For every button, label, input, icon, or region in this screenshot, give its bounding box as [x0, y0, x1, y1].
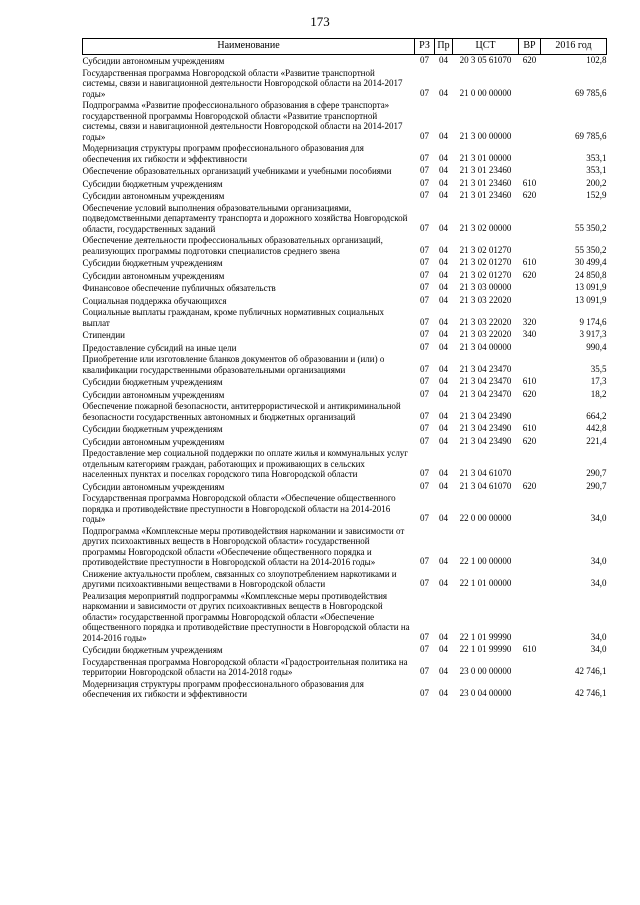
- row-vr-cell: 610: [522, 644, 537, 654]
- row-rz-cell: 07: [420, 269, 429, 280]
- row-amount-cell: 24 850,8: [575, 269, 607, 280]
- row-name-cell: Модернизация структуры программ профессионального образования для обеспечения их гибкости и эффективности: [82, 678, 364, 699]
- row-pr-cell: 04: [439, 666, 448, 676]
- row-name-cell: Субсидии бюджетным учреждениям: [82, 178, 223, 189]
- row-pr-cell: 04: [439, 468, 448, 478]
- row-amount-cell: 221,4: [586, 435, 607, 446]
- table-row: [83, 68, 607, 101]
- table-row: [83, 679, 607, 701]
- row-vr-cell: 620: [522, 388, 537, 399]
- row-vr-cell: [519, 342, 541, 355]
- row-amount-cell: 30 499,4: [575, 257, 607, 267]
- row-cst-cell: 21 3 02 01270: [459, 244, 512, 255]
- row-cst-cell: 21 3 03 22020: [459, 294, 512, 305]
- row-pr-cell: 04: [439, 363, 448, 374]
- row-name-cell: Государственная программа Новгородской области «Градостроительная политика на территории Новгородской области на 2014-2018 годы»: [82, 656, 408, 677]
- table-row: [83, 282, 607, 295]
- row-cst-cell: 21 3 04 23470: [459, 388, 512, 399]
- row-vr-cell: [519, 203, 541, 236]
- table-row: [83, 389, 607, 402]
- table-row: [83, 644, 607, 657]
- row-cst-cell: 21 3 03 22020: [459, 329, 512, 339]
- row-name-cell: Субсидии автономным учреждениям: [82, 270, 225, 281]
- table-row: [83, 448, 607, 481]
- row-name-cell: Предоставление мер социальной поддержки по оплате жилья и коммунальных услуг отдельным категориям граждан, работающих и проживающих в сельских населенных пунктах и поселках городского типа Новгородской области: [82, 448, 409, 479]
- row-rz-cell: 07: [420, 363, 429, 374]
- row-vr-cell: 620: [522, 55, 537, 65]
- row-cst-cell: 22 0 00 00000: [459, 513, 512, 523]
- row-rz-cell: 07: [420, 316, 429, 327]
- row-rz-cell: 07: [420, 410, 429, 421]
- row-cst-cell: 21 3 04 23470: [459, 376, 512, 386]
- row-pr-cell: 04: [439, 316, 448, 327]
- row-cst-cell: 21 3 01 00000: [459, 152, 512, 163]
- row-vr-cell: [519, 526, 541, 569]
- row-rz-cell: 07: [420, 152, 429, 163]
- row-amount-cell: 69 785,6: [575, 87, 607, 98]
- row-cst-cell: 21 3 04 23490: [459, 410, 512, 421]
- row-name-cell: Подпрограмма «Комплексные меры противодействия наркомании и зависимости от других психоактивных веществ в Новгородской области» государственной программы Новгородской области «Обеспечение общественного порядка и противодействие преступности в Новгородской области на 2014-2016 годы»: [82, 525, 405, 567]
- row-amount-cell: 34,0: [590, 556, 607, 566]
- table-row: [83, 307, 607, 329]
- row-cst-cell: 21 3 03 00000: [459, 282, 512, 292]
- row-amount-cell: 18,2: [590, 388, 607, 399]
- row-cst-cell: 23 0 00 00000: [459, 666, 512, 676]
- row-name-cell: Реализация мероприятий подпрограммы «Комплексные меры противодействия наркомании и зависимости от других психоактивных веществ в Новгородской области» государственной программы Новгородской области «Обеспечение общественного порядка и противодействие преступности в Новгородской области на 2014-2016 годы»: [82, 590, 410, 643]
- table-row: [83, 401, 607, 423]
- row-vr-cell: [519, 591, 541, 645]
- table-row: [83, 481, 607, 494]
- row-name-cell: Субсидии автономным учреждениям: [82, 436, 225, 447]
- row-amount-cell: 13 091,9: [575, 282, 607, 292]
- row-vr-cell: [519, 401, 541, 423]
- row-pr-cell: 04: [439, 329, 448, 339]
- table-row: [83, 329, 607, 342]
- row-rz-cell: 07: [420, 423, 429, 433]
- row-cst-cell: 22 1 01 00000: [459, 578, 512, 588]
- table-row: [83, 270, 607, 283]
- row-pr-cell: 04: [439, 480, 448, 491]
- table-row: [83, 203, 607, 236]
- table-row: [83, 436, 607, 449]
- table-row: [83, 55, 607, 68]
- row-cst-cell: 21 3 04 00000: [459, 341, 512, 352]
- table-row: [83, 143, 607, 165]
- header-cst: ЦСТ: [453, 39, 519, 55]
- table-row: [83, 165, 607, 178]
- row-rz-cell: 07: [420, 294, 429, 305]
- row-rz-cell: 07: [420, 480, 429, 491]
- row-rz-cell: 07: [420, 666, 429, 676]
- row-vr-cell: [519, 448, 541, 481]
- row-rz-cell: 07: [420, 578, 429, 588]
- row-pr-cell: 04: [439, 435, 448, 446]
- row-name-cell: Социальная поддержка обучающихся: [82, 295, 227, 306]
- row-amount-cell: 17,3: [590, 376, 607, 386]
- row-cst-cell: 21 3 04 23490: [459, 435, 512, 446]
- row-amount-cell: 353,1: [586, 152, 607, 163]
- row-vr-cell: 620: [522, 480, 537, 491]
- row-vr-cell: [519, 569, 541, 591]
- row-vr-cell: 610: [522, 177, 537, 188]
- row-vr-cell: [519, 679, 541, 701]
- row-name-cell: Субсидии бюджетным учреждениям: [82, 258, 223, 268]
- row-amount-cell: 34,0: [590, 631, 607, 642]
- row-name-cell: Субсидии автономным учреждениям: [82, 389, 225, 400]
- row-amount-cell: 69 785,6: [575, 130, 607, 141]
- row-cst-cell: 22 1 00 00000: [459, 556, 512, 566]
- header-name: Наименование: [83, 39, 415, 55]
- row-rz-cell: 07: [420, 644, 429, 654]
- row-name-cell: Обеспечение пожарной безопасности, антитеррористической и антикриминальной безопасности государственных автономных и бюджетных организаций: [82, 401, 401, 422]
- table-header: [83, 39, 607, 55]
- row-vr-cell: 620: [522, 435, 537, 446]
- row-vr-cell: [519, 295, 541, 308]
- row-cst-cell: 21 3 04 23490: [459, 423, 512, 433]
- row-pr-cell: 04: [439, 341, 448, 352]
- row-name-cell: Стипендии: [82, 330, 125, 340]
- row-amount-cell: 42 746,1: [575, 666, 607, 676]
- row-amount-cell: 42 746,1: [575, 688, 607, 698]
- table-row: [83, 569, 607, 591]
- row-cst-cell: 21 3 04 61070: [459, 480, 512, 491]
- row-vr-cell: [519, 657, 541, 679]
- row-pr-cell: 04: [439, 410, 448, 421]
- header-vr: ВР: [519, 39, 541, 55]
- row-pr-cell: 04: [439, 130, 448, 141]
- row-cst-cell: 21 3 02 01270: [459, 257, 512, 267]
- row-name-cell: Государственная программа Новгородской области «Обеспечение общественного порядка и противодействие преступности в Новгородской области на 2014-2016 годы»: [82, 493, 396, 524]
- row-pr-cell: 04: [439, 87, 448, 98]
- row-name-cell: Субсидии бюджетным учреждениям: [82, 377, 223, 387]
- row-vr-cell: [519, 100, 541, 143]
- row-rz-cell: 07: [420, 341, 429, 352]
- row-amount-cell: 34,0: [590, 644, 607, 654]
- row-name-cell: Субсидии автономным учреждениям: [82, 56, 225, 66]
- row-name-cell: Субсидии автономным учреждениям: [82, 191, 225, 201]
- row-rz-cell: 07: [420, 257, 429, 267]
- table-row: [83, 423, 607, 436]
- row-name-cell: Модернизация структуры программ профессионального образования для обеспечения их гибкости и эффективности: [82, 143, 364, 164]
- row-rz-cell: 07: [420, 688, 429, 698]
- table-row: [83, 178, 607, 191]
- table-row: [83, 235, 607, 257]
- row-cst-cell: 21 3 02 01270: [459, 269, 512, 280]
- row-rz-cell: 07: [420, 376, 429, 386]
- table-row: [83, 493, 607, 526]
- row-cst-cell: 21 3 04 61070: [459, 468, 512, 478]
- row-rz-cell: 07: [420, 435, 429, 446]
- row-rz-cell: 07: [420, 282, 429, 292]
- row-rz-cell: 07: [420, 468, 429, 478]
- row-pr-cell: 04: [439, 269, 448, 280]
- table-row: [83, 354, 607, 376]
- budget-table: [82, 38, 607, 701]
- table-row: [83, 295, 607, 308]
- row-amount-cell: 3 917,3: [579, 329, 607, 339]
- row-name-cell: Субсидии бюджетным учреждениям: [82, 424, 223, 434]
- row-amount-cell: 34,0: [590, 513, 607, 523]
- row-rz-cell: 07: [420, 130, 429, 141]
- row-name-cell: Социальные выплаты гражданам, кроме публичных нормативных социальных выплат: [82, 307, 384, 328]
- row-vr-cell: [519, 493, 541, 526]
- row-vr-cell: [519, 68, 541, 101]
- row-vr-cell: 320: [522, 316, 537, 327]
- row-pr-cell: 04: [439, 165, 448, 175]
- row-pr-cell: 04: [439, 152, 448, 163]
- row-pr-cell: 04: [439, 294, 448, 305]
- row-name-cell: Государственная программа Новгородской области «Развитие транспортной системы, связи и навигационной деятельности Новгородской области на 2014-2017 годы»: [82, 67, 403, 99]
- row-rz-cell: 07: [420, 556, 429, 566]
- row-cst-cell: 22 1 01 99990: [459, 644, 512, 654]
- row-rz-cell: 07: [420, 165, 429, 175]
- row-pr-cell: 04: [439, 222, 448, 233]
- row-pr-cell: 04: [439, 631, 448, 642]
- row-name-cell: Финансовое обеспечение публичных обязательств: [82, 283, 276, 293]
- row-amount-cell: 152,9: [586, 190, 607, 200]
- row-vr-cell: 610: [522, 376, 537, 386]
- row-amount-cell: 664,2: [586, 410, 607, 421]
- table-row: [83, 591, 607, 645]
- header-pr: Пр: [435, 39, 453, 55]
- row-name-cell: Приобретение или изготовление бланков документов об образовании и (или) о квалификации государственными образовательными организациями: [82, 354, 385, 375]
- row-vr-cell: [519, 165, 541, 178]
- row-pr-cell: 04: [439, 55, 448, 65]
- row-cst-cell: 23 0 04 00000: [459, 688, 512, 698]
- row-pr-cell: 04: [439, 556, 448, 566]
- row-name-cell: Субсидии бюджетным учреждениям: [82, 645, 223, 655]
- row-rz-cell: 07: [420, 631, 429, 642]
- row-vr-cell: 620: [522, 269, 537, 280]
- row-name-cell: Обеспечение образовательных организаций учебниками и учебными пособиями: [82, 166, 392, 176]
- row-cst-cell: 21 3 01 23460: [459, 165, 512, 175]
- row-pr-cell: 04: [439, 513, 448, 523]
- row-rz-cell: 07: [420, 513, 429, 523]
- row-amount-cell: 200,2: [586, 177, 607, 188]
- row-cst-cell: 21 0 00 00000: [459, 87, 512, 98]
- header-row: [83, 39, 607, 55]
- row-pr-cell: 04: [439, 376, 448, 386]
- row-rz-cell: 07: [420, 329, 429, 339]
- row-pr-cell: 04: [439, 388, 448, 399]
- row-vr-cell: [519, 282, 541, 295]
- row-pr-cell: 04: [439, 644, 448, 654]
- row-pr-cell: 04: [439, 244, 448, 255]
- row-cst-cell: 21 3 04 23470: [459, 363, 512, 374]
- row-name-cell: Обеспечение деятельности профессиональных образовательных организаций, реализующих программы подготовки специалистов среднего звена: [82, 235, 383, 256]
- row-pr-cell: 04: [439, 578, 448, 588]
- table-row: [83, 376, 607, 389]
- header-year: 2016 год: [541, 39, 607, 55]
- row-vr-cell: 340: [522, 329, 537, 339]
- row-name-cell: Обеспечение условий выполнения образовательными организациями, подведомственными департаменту транспорта и дорожного хозяйства Новгородской области, государственных заданий: [82, 202, 408, 234]
- row-amount-cell: 290,7: [586, 480, 607, 491]
- row-cst-cell: 22 1 01 99990: [459, 631, 512, 642]
- row-cst-cell: 21 3 01 23460: [459, 177, 512, 188]
- row-vr-cell: 610: [522, 423, 537, 433]
- row-amount-cell: 353,1: [586, 165, 607, 175]
- row-amount-cell: 35,5: [590, 363, 607, 374]
- row-amount-cell: 55 350,2: [575, 222, 607, 233]
- row-pr-cell: 04: [439, 177, 448, 188]
- row-rz-cell: 07: [420, 190, 429, 200]
- row-vr-cell: [519, 354, 541, 376]
- row-pr-cell: 04: [439, 282, 448, 292]
- row-rz-cell: 07: [420, 244, 429, 255]
- row-cst-cell: 20 3 05 61070: [459, 55, 512, 65]
- row-pr-cell: 04: [439, 257, 448, 267]
- row-amount-cell: 990,4: [586, 341, 607, 352]
- row-amount-cell: 13 091,9: [575, 294, 607, 305]
- row-amount-cell: 442,8: [586, 423, 607, 433]
- row-rz-cell: 07: [420, 222, 429, 233]
- row-amount-cell: 290,7: [586, 468, 607, 478]
- header-rz: РЗ: [415, 39, 435, 55]
- row-pr-cell: 04: [439, 688, 448, 698]
- page-number: 173: [310, 14, 330, 29]
- table-row: [83, 342, 607, 355]
- row-rz-cell: 07: [420, 55, 429, 65]
- row-vr-cell: [519, 143, 541, 165]
- row-cst-cell: 21 3 02 00000: [459, 222, 512, 233]
- table-row: [83, 100, 607, 143]
- row-name-cell: Снижение актуальности проблем, связанных со злоупотреблением наркотиками и другими психоактивными веществами в Новгородской области: [82, 568, 397, 589]
- table-row: [83, 526, 607, 569]
- row-rz-cell: 07: [420, 177, 429, 188]
- table-row: [83, 257, 607, 270]
- row-cst-cell: 21 3 03 22020: [459, 316, 512, 327]
- row-rz-cell: 07: [420, 388, 429, 399]
- row-name-cell: Предоставление субсидий на иные цели: [82, 342, 237, 353]
- row-vr-cell: [519, 235, 541, 257]
- row-pr-cell: 04: [439, 423, 448, 433]
- row-cst-cell: 21 3 00 00000: [459, 130, 512, 141]
- row-amount-cell: 55 350,2: [575, 244, 607, 255]
- row-amount-cell: 102,8: [586, 55, 607, 65]
- table-body: [83, 55, 607, 701]
- row-pr-cell: 04: [439, 190, 448, 200]
- table-row: [83, 190, 607, 203]
- table-row: [83, 657, 607, 679]
- row-amount-cell: 9 174,6: [579, 316, 607, 327]
- row-cst-cell: 21 3 01 23460: [459, 190, 512, 200]
- row-vr-cell: 610: [522, 257, 537, 267]
- row-amount-cell: 34,0: [590, 578, 607, 588]
- row-name-cell: Подпрограмма «Развитие профессионального образования в сфере транспорта» государственной программы Новгородской области «Развитие транспортной системы, связи и навигационной деятельности Новгородской области на 2014-2017 годы»: [82, 100, 403, 142]
- row-name-cell: Субсидии автономным учреждениям: [82, 481, 225, 492]
- row-vr-cell: 620: [522, 190, 537, 200]
- row-rz-cell: 07: [420, 87, 429, 98]
